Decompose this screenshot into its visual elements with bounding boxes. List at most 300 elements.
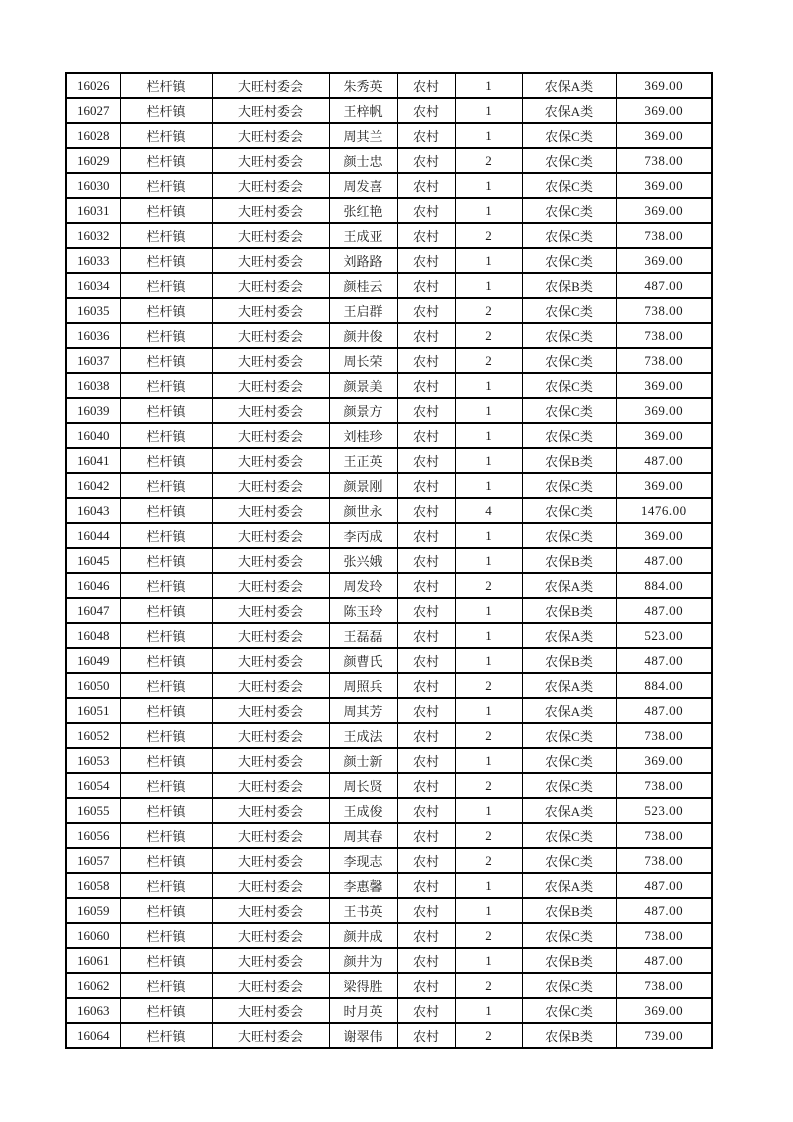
cell-serial-number: 16054 [66, 773, 120, 798]
cell-town: 栏杆镇 [120, 748, 212, 773]
table-row [66, 573, 712, 598]
cell-town: 栏杆镇 [120, 523, 212, 548]
cell-insurance-category: 农保C类 [522, 198, 616, 223]
cell-person-name: 朱秀英 [329, 73, 397, 98]
table-row [66, 123, 712, 148]
table-row [66, 273, 712, 298]
cell-residence-type: 农村 [397, 148, 455, 173]
cell-village-committee: 大旺村委会 [212, 648, 329, 673]
cell-person-count: 1 [455, 423, 522, 448]
cell-town: 栏杆镇 [120, 98, 212, 123]
cell-insurance-category: 农保C类 [522, 123, 616, 148]
table-row [66, 73, 712, 98]
cell-town: 栏杆镇 [120, 873, 212, 898]
cell-insurance-category: 农保C类 [522, 498, 616, 523]
cell-person-name: 李现志 [329, 848, 397, 873]
cell-amount: 739.00 [616, 1023, 712, 1048]
cell-person-count: 2 [455, 723, 522, 748]
cell-residence-type: 农村 [397, 698, 455, 723]
cell-person-count: 1 [455, 248, 522, 273]
cell-town: 栏杆镇 [120, 948, 212, 973]
cell-residence-type: 农村 [397, 398, 455, 423]
cell-residence-type: 农村 [397, 273, 455, 298]
cell-person-name: 李丙成 [329, 523, 397, 548]
cell-village-committee: 大旺村委会 [212, 898, 329, 923]
cell-person-count: 1 [455, 123, 522, 148]
cell-insurance-category: 农保B类 [522, 273, 616, 298]
cell-town: 栏杆镇 [120, 248, 212, 273]
cell-residence-type: 农村 [397, 123, 455, 148]
cell-village-committee: 大旺村委会 [212, 823, 329, 848]
cell-person-count: 1 [455, 173, 522, 198]
table-row [66, 98, 712, 123]
cell-amount: 369.00 [616, 523, 712, 548]
cell-person-name: 周发喜 [329, 173, 397, 198]
cell-amount: 738.00 [616, 223, 712, 248]
cell-amount: 738.00 [616, 848, 712, 873]
cell-insurance-category: 农保C类 [522, 223, 616, 248]
cell-serial-number: 16036 [66, 323, 120, 348]
cell-person-name: 颜曹氏 [329, 648, 397, 673]
cell-insurance-category: 农保A类 [522, 573, 616, 598]
table-row [66, 198, 712, 223]
pension-payment-table [65, 72, 713, 1049]
table-row [66, 248, 712, 273]
cell-insurance-category: 农保B类 [522, 898, 616, 923]
cell-village-committee: 大旺村委会 [212, 398, 329, 423]
cell-amount: 738.00 [616, 923, 712, 948]
cell-person-name: 周其芳 [329, 698, 397, 723]
cell-amount: 523.00 [616, 623, 712, 648]
cell-town: 栏杆镇 [120, 1023, 212, 1048]
cell-insurance-category: 农保A类 [522, 798, 616, 823]
cell-serial-number: 16040 [66, 423, 120, 448]
cell-person-count: 1 [455, 273, 522, 298]
cell-amount: 487.00 [616, 648, 712, 673]
cell-residence-type: 农村 [397, 348, 455, 373]
cell-serial-number: 16050 [66, 673, 120, 698]
cell-village-committee: 大旺村委会 [212, 123, 329, 148]
cell-person-count: 1 [455, 373, 522, 398]
cell-village-committee: 大旺村委会 [212, 498, 329, 523]
table-row [66, 798, 712, 823]
table-row [66, 373, 712, 398]
cell-person-count: 2 [455, 923, 522, 948]
cell-person-name: 陈玉玲 [329, 598, 397, 623]
cell-amount: 487.00 [616, 898, 712, 923]
table-row [66, 648, 712, 673]
cell-amount: 369.00 [616, 98, 712, 123]
cell-village-committee: 大旺村委会 [212, 598, 329, 623]
cell-residence-type: 农村 [397, 473, 455, 498]
cell-town: 栏杆镇 [120, 648, 212, 673]
cell-residence-type: 农村 [397, 823, 455, 848]
cell-person-count: 1 [455, 798, 522, 823]
cell-serial-number: 16061 [66, 948, 120, 973]
cell-person-name: 颜景方 [329, 398, 397, 423]
cell-town: 栏杆镇 [120, 398, 212, 423]
cell-amount: 487.00 [616, 698, 712, 723]
cell-person-count: 2 [455, 1023, 522, 1048]
table-row [66, 548, 712, 573]
cell-village-committee: 大旺村委会 [212, 523, 329, 548]
cell-insurance-category: 农保C类 [522, 998, 616, 1023]
cell-insurance-category: 农保C类 [522, 823, 616, 848]
cell-serial-number: 16062 [66, 973, 120, 998]
table-row [66, 1023, 712, 1048]
cell-town: 栏杆镇 [120, 548, 212, 573]
cell-village-committee: 大旺村委会 [212, 198, 329, 223]
cell-town: 栏杆镇 [120, 723, 212, 748]
cell-serial-number: 16049 [66, 648, 120, 673]
cell-town: 栏杆镇 [120, 223, 212, 248]
cell-person-count: 1 [455, 998, 522, 1023]
cell-person-count: 1 [455, 73, 522, 98]
cell-residence-type: 农村 [397, 73, 455, 98]
cell-insurance-category: 农保A类 [522, 673, 616, 698]
cell-person-count: 2 [455, 323, 522, 348]
table-row [66, 923, 712, 948]
cell-town: 栏杆镇 [120, 448, 212, 473]
cell-amount: 884.00 [616, 573, 712, 598]
cell-amount: 487.00 [616, 598, 712, 623]
cell-person-name: 王成俊 [329, 798, 397, 823]
table-row [66, 473, 712, 498]
table-row [66, 773, 712, 798]
cell-village-committee: 大旺村委会 [212, 373, 329, 398]
cell-person-count: 1 [455, 623, 522, 648]
cell-person-name: 刘桂珍 [329, 423, 397, 448]
cell-residence-type: 农村 [397, 98, 455, 123]
cell-serial-number: 16037 [66, 348, 120, 373]
cell-serial-number: 16032 [66, 223, 120, 248]
cell-residence-type: 农村 [397, 1023, 455, 1048]
cell-person-count: 2 [455, 573, 522, 598]
cell-residence-type: 农村 [397, 673, 455, 698]
cell-person-name: 王梓帆 [329, 98, 397, 123]
cell-village-committee: 大旺村委会 [212, 73, 329, 98]
cell-person-count: 2 [455, 973, 522, 998]
cell-insurance-category: 农保C类 [522, 298, 616, 323]
cell-village-committee: 大旺村委会 [212, 348, 329, 373]
cell-person-count: 2 [455, 673, 522, 698]
cell-village-committee: 大旺村委会 [212, 998, 329, 1023]
cell-amount: 369.00 [616, 473, 712, 498]
cell-insurance-category: 农保C类 [522, 523, 616, 548]
cell-village-committee: 大旺村委会 [212, 273, 329, 298]
cell-person-name: 王成亚 [329, 223, 397, 248]
cell-amount: 369.00 [616, 73, 712, 98]
cell-insurance-category: 农保C类 [522, 398, 616, 423]
cell-insurance-category: 农保C类 [522, 723, 616, 748]
cell-amount: 369.00 [616, 748, 712, 773]
cell-town: 栏杆镇 [120, 623, 212, 648]
cell-serial-number: 16056 [66, 823, 120, 848]
cell-insurance-category: 农保C类 [522, 248, 616, 273]
cell-person-name: 王书英 [329, 898, 397, 923]
cell-insurance-category: 农保B类 [522, 1023, 616, 1048]
cell-insurance-category: 农保C类 [522, 923, 616, 948]
cell-amount: 369.00 [616, 373, 712, 398]
cell-town: 栏杆镇 [120, 298, 212, 323]
cell-person-name: 颜景刚 [329, 473, 397, 498]
cell-town: 栏杆镇 [120, 698, 212, 723]
cell-serial-number: 16028 [66, 123, 120, 148]
cell-person-count: 2 [455, 848, 522, 873]
table-row [66, 598, 712, 623]
cell-town: 栏杆镇 [120, 323, 212, 348]
cell-village-committee: 大旺村委会 [212, 748, 329, 773]
table-row [66, 298, 712, 323]
cell-village-committee: 大旺村委会 [212, 873, 329, 898]
cell-serial-number: 16027 [66, 98, 120, 123]
cell-insurance-category: 农保C类 [522, 473, 616, 498]
cell-person-count: 2 [455, 348, 522, 373]
cell-person-count: 1 [455, 948, 522, 973]
cell-residence-type: 农村 [397, 423, 455, 448]
cell-amount: 1476.00 [616, 498, 712, 523]
cell-person-count: 4 [455, 498, 522, 523]
table-row [66, 223, 712, 248]
cell-person-name: 颜井成 [329, 923, 397, 948]
cell-person-count: 1 [455, 648, 522, 673]
cell-insurance-category: 农保A类 [522, 98, 616, 123]
cell-residence-type: 农村 [397, 623, 455, 648]
cell-residence-type: 农村 [397, 723, 455, 748]
cell-person-count: 1 [455, 448, 522, 473]
cell-serial-number: 16041 [66, 448, 120, 473]
cell-residence-type: 农村 [397, 998, 455, 1023]
cell-serial-number: 16060 [66, 923, 120, 948]
cell-insurance-category: 农保A类 [522, 873, 616, 898]
cell-person-name: 李惠馨 [329, 873, 397, 898]
cell-insurance-category: 农保C类 [522, 323, 616, 348]
cell-serial-number: 16039 [66, 398, 120, 423]
cell-residence-type: 农村 [397, 173, 455, 198]
cell-town: 栏杆镇 [120, 173, 212, 198]
cell-residence-type: 农村 [397, 973, 455, 998]
cell-person-count: 2 [455, 773, 522, 798]
cell-person-name: 张红艳 [329, 198, 397, 223]
cell-residence-type: 农村 [397, 598, 455, 623]
cell-serial-number: 16047 [66, 598, 120, 623]
cell-person-name: 周发玲 [329, 573, 397, 598]
cell-amount: 369.00 [616, 173, 712, 198]
cell-village-committee: 大旺村委会 [212, 773, 329, 798]
cell-person-name: 颜士忠 [329, 148, 397, 173]
table-row [66, 823, 712, 848]
cell-serial-number: 16051 [66, 698, 120, 723]
cell-amount: 738.00 [616, 773, 712, 798]
cell-village-committee: 大旺村委会 [212, 423, 329, 448]
cell-person-count: 1 [455, 473, 522, 498]
cell-amount: 523.00 [616, 798, 712, 823]
cell-person-count: 2 [455, 823, 522, 848]
cell-person-name: 颜士新 [329, 748, 397, 773]
cell-serial-number: 16046 [66, 573, 120, 598]
cell-amount: 369.00 [616, 423, 712, 448]
table-row [66, 498, 712, 523]
cell-village-committee: 大旺村委会 [212, 848, 329, 873]
cell-insurance-category: 农保C类 [522, 973, 616, 998]
cell-village-committee: 大旺村委会 [212, 323, 329, 348]
cell-town: 栏杆镇 [120, 198, 212, 223]
cell-insurance-category: 农保B类 [522, 548, 616, 573]
table-row [66, 623, 712, 648]
table-row [66, 348, 712, 373]
cell-amount: 487.00 [616, 548, 712, 573]
cell-village-committee: 大旺村委会 [212, 473, 329, 498]
cell-residence-type: 农村 [397, 773, 455, 798]
cell-amount: 369.00 [616, 248, 712, 273]
cell-serial-number: 16063 [66, 998, 120, 1023]
cell-town: 栏杆镇 [120, 998, 212, 1023]
cell-amount: 487.00 [616, 873, 712, 898]
cell-insurance-category: 农保A类 [522, 73, 616, 98]
table-row [66, 148, 712, 173]
cell-residence-type: 农村 [397, 248, 455, 273]
cell-insurance-category: 农保A类 [522, 698, 616, 723]
table-row [66, 723, 712, 748]
cell-residence-type: 农村 [397, 323, 455, 348]
cell-person-name: 周照兵 [329, 673, 397, 698]
cell-serial-number: 16031 [66, 198, 120, 223]
cell-residence-type: 农村 [397, 548, 455, 573]
cell-amount: 369.00 [616, 123, 712, 148]
cell-village-committee: 大旺村委会 [212, 448, 329, 473]
cell-residence-type: 农村 [397, 648, 455, 673]
cell-person-name: 颜世永 [329, 498, 397, 523]
cell-serial-number: 16059 [66, 898, 120, 923]
cell-insurance-category: 农保C类 [522, 373, 616, 398]
table-row [66, 848, 712, 873]
table-row [66, 948, 712, 973]
cell-serial-number: 16033 [66, 248, 120, 273]
cell-person-count: 1 [455, 523, 522, 548]
cell-town: 栏杆镇 [120, 773, 212, 798]
cell-insurance-category: 农保A类 [522, 623, 616, 648]
table-row [66, 698, 712, 723]
cell-insurance-category: 农保C类 [522, 423, 616, 448]
cell-person-name: 王成法 [329, 723, 397, 748]
cell-serial-number: 16053 [66, 748, 120, 773]
cell-residence-type: 农村 [397, 298, 455, 323]
cell-person-count: 1 [455, 898, 522, 923]
cell-person-name: 谢翠伟 [329, 1023, 397, 1048]
cell-insurance-category: 农保C类 [522, 348, 616, 373]
table-row [66, 398, 712, 423]
cell-serial-number: 16052 [66, 723, 120, 748]
cell-person-name: 时月英 [329, 998, 397, 1023]
cell-serial-number: 16026 [66, 73, 120, 98]
cell-serial-number: 16030 [66, 173, 120, 198]
table-row [66, 748, 712, 773]
cell-village-committee: 大旺村委会 [212, 148, 329, 173]
cell-town: 栏杆镇 [120, 923, 212, 948]
cell-amount: 369.00 [616, 998, 712, 1023]
cell-serial-number: 16029 [66, 148, 120, 173]
cell-amount: 487.00 [616, 448, 712, 473]
cell-insurance-category: 农保C类 [522, 148, 616, 173]
cell-town: 栏杆镇 [120, 973, 212, 998]
cell-town: 栏杆镇 [120, 898, 212, 923]
cell-insurance-category: 农保B类 [522, 948, 616, 973]
cell-person-name: 周长贤 [329, 773, 397, 798]
cell-amount: 738.00 [616, 298, 712, 323]
cell-amount: 738.00 [616, 973, 712, 998]
cell-amount: 738.00 [616, 723, 712, 748]
cell-town: 栏杆镇 [120, 573, 212, 598]
cell-village-committee: 大旺村委会 [212, 798, 329, 823]
cell-village-committee: 大旺村委会 [212, 98, 329, 123]
cell-residence-type: 农村 [397, 198, 455, 223]
cell-serial-number: 16043 [66, 498, 120, 523]
cell-amount: 487.00 [616, 273, 712, 298]
cell-person-count: 1 [455, 548, 522, 573]
cell-person-count: 1 [455, 598, 522, 623]
cell-town: 栏杆镇 [120, 73, 212, 98]
cell-village-committee: 大旺村委会 [212, 673, 329, 698]
cell-person-name: 王正英 [329, 448, 397, 473]
cell-person-name: 梁得胜 [329, 973, 397, 998]
cell-person-name: 颜井为 [329, 948, 397, 973]
cell-residence-type: 农村 [397, 923, 455, 948]
table-row [66, 898, 712, 923]
cell-residence-type: 农村 [397, 223, 455, 248]
cell-person-name: 颜景美 [329, 373, 397, 398]
cell-village-committee: 大旺村委会 [212, 923, 329, 948]
cell-serial-number: 16057 [66, 848, 120, 873]
table-row [66, 173, 712, 198]
table-row [66, 973, 712, 998]
cell-insurance-category: 农保C类 [522, 773, 616, 798]
cell-town: 栏杆镇 [120, 423, 212, 448]
cell-person-count: 1 [455, 873, 522, 898]
cell-town: 栏杆镇 [120, 273, 212, 298]
cell-village-committee: 大旺村委会 [212, 623, 329, 648]
cell-insurance-category: 农保C类 [522, 173, 616, 198]
table-row [66, 873, 712, 898]
cell-insurance-category: 农保B类 [522, 448, 616, 473]
cell-person-name: 周其兰 [329, 123, 397, 148]
cell-person-count: 2 [455, 148, 522, 173]
cell-serial-number: 16038 [66, 373, 120, 398]
cell-town: 栏杆镇 [120, 348, 212, 373]
cell-amount: 369.00 [616, 198, 712, 223]
cell-person-count: 1 [455, 698, 522, 723]
cell-person-count: 1 [455, 398, 522, 423]
table-row [66, 423, 712, 448]
table-row [66, 673, 712, 698]
cell-village-committee: 大旺村委会 [212, 948, 329, 973]
cell-village-committee: 大旺村委会 [212, 698, 329, 723]
cell-person-count: 2 [455, 223, 522, 248]
cell-residence-type: 农村 [397, 573, 455, 598]
cell-person-name: 刘路路 [329, 248, 397, 273]
cell-person-count: 1 [455, 98, 522, 123]
cell-town: 栏杆镇 [120, 373, 212, 398]
cell-serial-number: 16035 [66, 298, 120, 323]
cell-residence-type: 农村 [397, 523, 455, 548]
cell-village-committee: 大旺村委会 [212, 173, 329, 198]
cell-serial-number: 16045 [66, 548, 120, 573]
cell-serial-number: 16034 [66, 273, 120, 298]
cell-amount: 738.00 [616, 348, 712, 373]
table-row [66, 323, 712, 348]
cell-town: 栏杆镇 [120, 473, 212, 498]
cell-residence-type: 农村 [397, 448, 455, 473]
cell-residence-type: 农村 [397, 748, 455, 773]
